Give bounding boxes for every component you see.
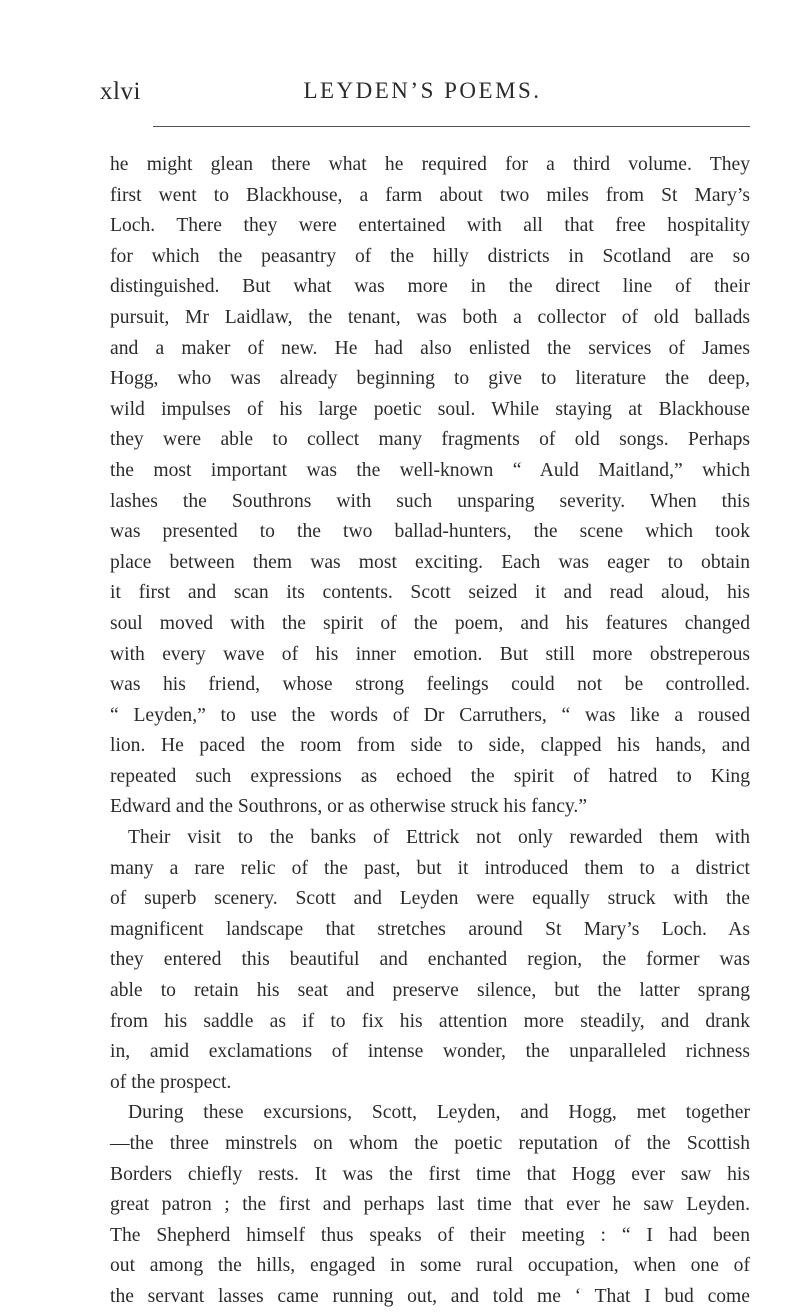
text-line: and a maker of new. He had also enlisted the services of James [110,337,750,359]
text-line: great patron ; the first and perhaps last time that ever he saw Leyden. [110,1194,750,1216]
text-line: of the prospect. [110,1071,232,1093]
header-rule [153,126,750,127]
text-line: —the three minstrels on whom the poetic reputation of the Scottish [110,1133,750,1154]
text-line: the most important was the well-known “ Auld Maitland,” which [110,459,750,481]
text-line: Their visit to the banks of Ettrick not only rewarded them with [128,827,750,849]
running-title: LEYDEN’S POEMS. [303,78,542,103]
text-line: The Shepherd himself thus speaks of their meeting : “ I had been [110,1224,750,1246]
text-line: in, amid exclamations of intense wonder, the unparalleled richness [110,1041,750,1063]
paragraph [110,823,750,1098]
text-line: pursuit, Mr Laidlaw, the tenant, was both a collector of old ballads [110,306,750,328]
text-line: with every wave of his inner emotion. But still more obstreperous [110,643,750,665]
text-line: many a rare relic of the past, but it introduced them to a district [110,857,750,879]
text-line: was his friend, whose strong feelings could not be controlled. [110,674,750,696]
text-line: was presented to the two ballad-hunters, the scene which took [110,521,750,543]
text-line: the servant lasses came running out, and told me ‘ That I bud come [110,1285,750,1307]
text-line: During these excursions, Scott, Leyden, and Hogg, met together [128,1102,750,1124]
body-text [110,150,750,1313]
text-line: able to retain his seat and preserve silence, but the latter sprang [110,980,750,1002]
paragraph [110,150,750,823]
text-line: for which the peasantry of the hilly districts in Scotland are so [110,245,750,267]
text-line: Loch. There they were entertained with all that free hospitality [110,215,750,237]
text-line: from his saddle as if to fix his attention more steadily, and drank [110,1010,750,1032]
text-line: he might glean there what he required for a third volume. They [110,154,750,175]
paragraph [110,1098,750,1312]
text-line: first went to Blackhouse, a farm about two miles from St Mary’s [110,184,750,206]
text-line: distinguished. But what was more in the direct line of their [110,276,750,298]
running-header [100,78,745,112]
text-line: they entered this beautiful and enchanted region, the former was [110,949,750,971]
text-line: wild impulses of his large poetic soul. While staying at Blackhouse [110,398,750,420]
text-line: Borders chiefly rests. It was the first time that Hogg ever saw his [110,1163,750,1185]
text-line: out among the hills, engaged in some rural occupation, when one of [110,1255,750,1277]
text-line: “ Leyden,” to use the words of Dr Carruthers, “ was like a roused [110,704,750,726]
text-line: they were able to collect many fragments of old songs. Perhaps [110,429,750,451]
text-line: soul moved with the spirit of the poem, and his features changed [110,612,750,634]
text-line: magnificent landscape that stretches around St Mary’s Loch. As [110,918,750,940]
page-number: xlvi [100,78,141,105]
text-line: lashes the Southrons with such unsparing severity. When this [110,490,750,512]
text-line: repeated such expressions as echoed the spirit of hatred to King [110,765,750,787]
text-line: Edward and the Southrons, or as otherwise struck his fancy.” [110,796,588,818]
text-line: lion. He paced the room from side to side, clapped his hands, and [110,735,750,757]
text-line: of superb scenery. Scott and Leyden were equally struck with the [110,888,750,910]
text-line: Hogg, who was already beginning to give to literature the deep, [110,368,750,390]
text-line: it first and scan its contents. Scott seized it and read aloud, his [110,582,750,604]
text-line: place between them was most exciting. Each was eager to obtain [110,551,750,573]
